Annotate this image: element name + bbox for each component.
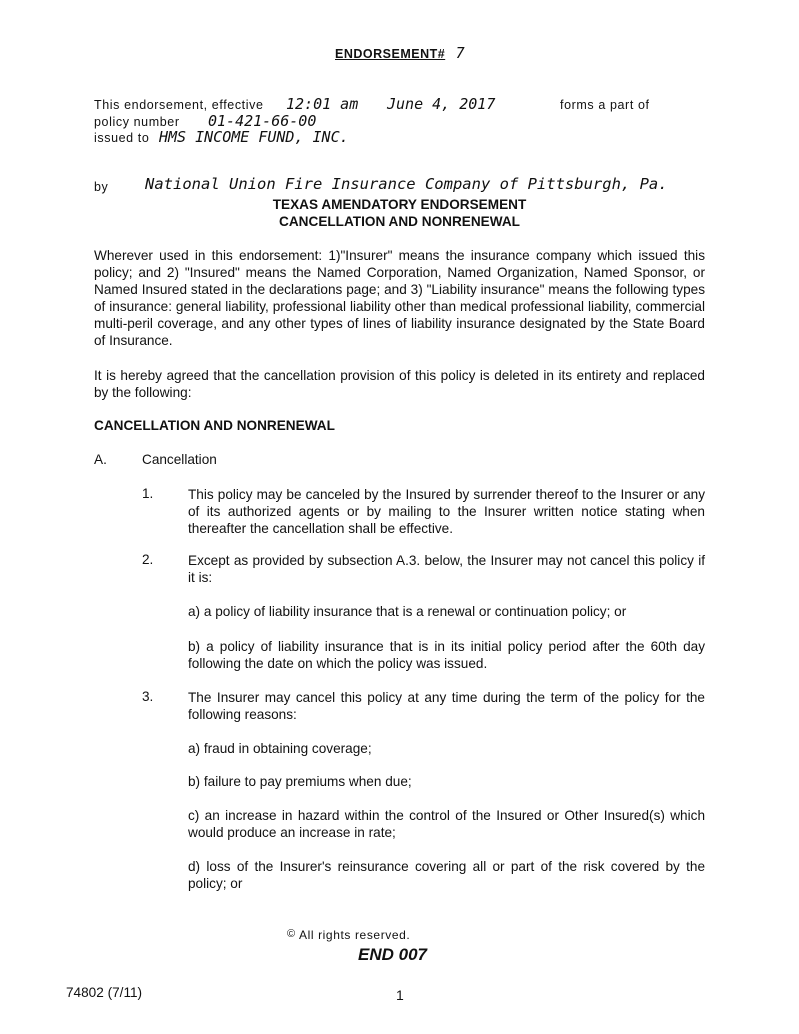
issued-to-label: issued to xyxy=(94,131,150,145)
title-line-1: TEXAS AMENDATORY ENDORSEMENT xyxy=(272,197,527,212)
policy-number-label: policy number xyxy=(94,115,180,129)
forms-part-of: forms a part of xyxy=(560,98,650,112)
item-3d: d) loss of the Insurer's reinsurance covering all or part of the risk covered by the policy; or xyxy=(188,859,705,891)
item-3c: c) an increase in hazard within the control of the Insured or Other Insured(s) which would produce an increase in rate; xyxy=(188,808,705,840)
endorsement-label: ENDORSEMENT# xyxy=(335,47,446,61)
item-2a: a) a policy of liability insurance that is a renewal or continuation policy; or xyxy=(188,604,627,619)
item-3b: b) failure to pay premiums when due; xyxy=(188,774,412,789)
rights-reserved: All rights reserved. xyxy=(299,928,411,942)
title-line-2: CANCELLATION AND NONRENEWAL xyxy=(279,214,520,229)
effective-prefix: This endorsement, effective xyxy=(94,98,264,112)
effective-time: 12:01 am xyxy=(286,95,359,113)
form-number: 74802 (7/11) xyxy=(66,985,143,1000)
by-label: by xyxy=(94,180,109,194)
section-a-title: Cancellation xyxy=(142,452,217,467)
copyright-symbol: © xyxy=(287,928,296,940)
item-3a: a) fraud in obtaining coverage; xyxy=(188,741,372,756)
section-a-letter: A. xyxy=(94,452,107,467)
item-3-number: 3. xyxy=(142,689,154,704)
item-1: This policy may be canceled by the Insured by surrender thereof to the Insurer or any of its authorized agents or by mailing to the Insurer written notice stating when thereafter the cancellation shall be effective. xyxy=(188,487,705,536)
endorsement-heading xyxy=(335,44,465,63)
policy-number: 01-421-66-00 xyxy=(208,112,317,130)
item-2b: b) a policy of liability insurance that is in its initial policy period after the 60th day following the date on which the policy was issued. xyxy=(188,639,705,671)
copyright-line xyxy=(287,928,410,942)
agreement-paragraph: It is hereby agreed that the cancellation provision of this policy is deleted in its entirety and replaced by the following: xyxy=(94,368,705,400)
item-2-number: 2. xyxy=(142,552,154,567)
endorsement-number: 7 xyxy=(455,44,465,62)
definitions-paragraph: Wherever used in this endorsement: 1)"Insurer" means the insurance company which issued this policy; and 2) "Insured" means the Named Corporation, Named Organization, Named Sponsor, or Named Insured stated in the declarations page; and 3) "Liability insurance" means the following types of insurance: general liability, professional liability other than medical professional liability, commercial multi-peril coverage, and any other types of lines of liability insurance designated by the State Board of Insurance. xyxy=(94,248,705,348)
item-2: Except as provided by subsection A.3. below, the Insurer may not cancel this policy if it is: xyxy=(188,553,705,585)
end-code: END 007 xyxy=(358,945,427,964)
effective-date: June 4, 2017 xyxy=(387,95,496,113)
insurer-name: National Union Fire Insurance Company of Pittsburgh, Pa. xyxy=(145,175,668,193)
section-heading: CANCELLATION AND NONRENEWAL xyxy=(94,418,335,433)
item-1-number: 1. xyxy=(142,486,154,501)
page-number: 1 xyxy=(396,987,404,1003)
issued-to: HMS INCOME FUND, INC. xyxy=(159,128,349,146)
item-3: The Insurer may cancel this policy at any time during the term of the policy for the following reasons: xyxy=(188,690,705,722)
